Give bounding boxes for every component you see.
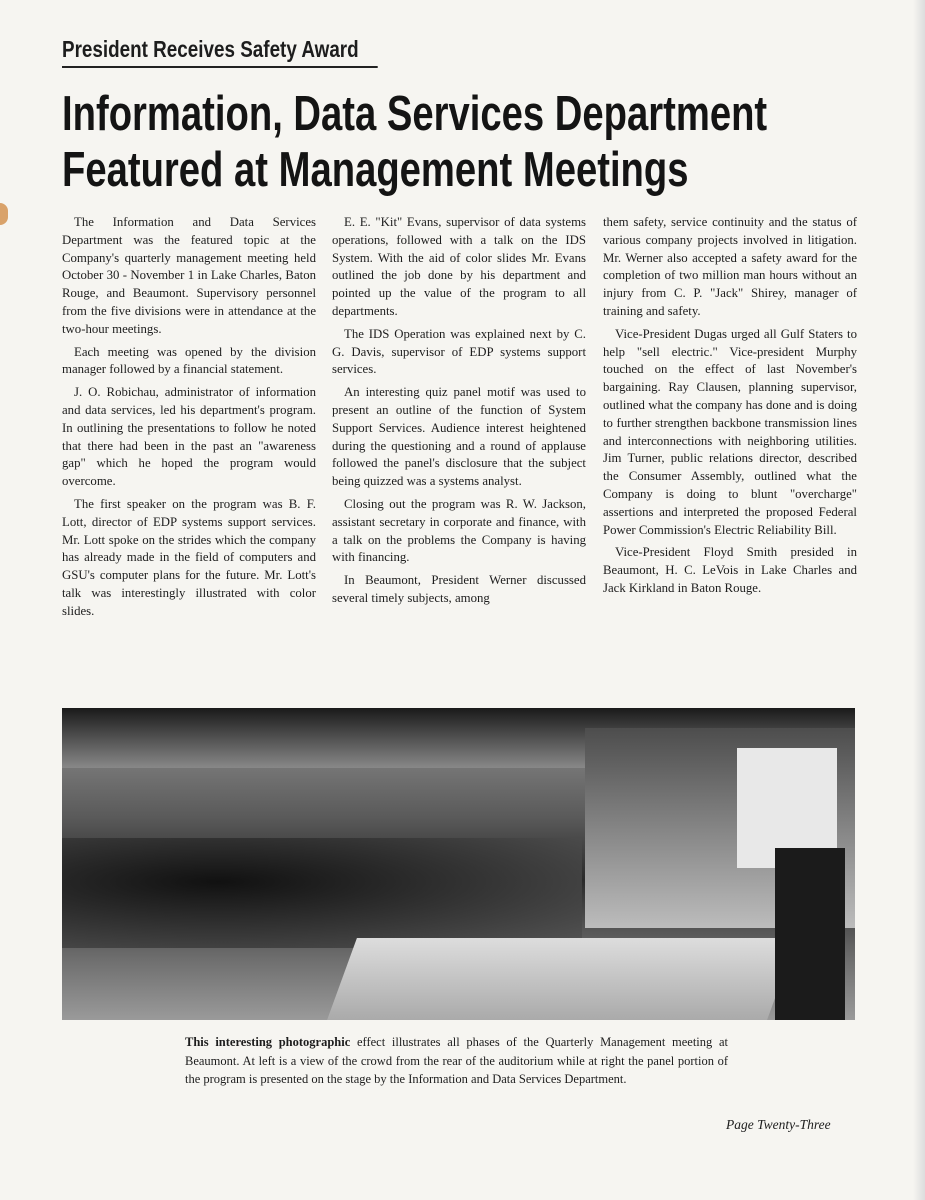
paragraph: Closing out the program was R. W. Jackson, assistant secretary in corporate and finance, with a talk on the problems the Company is having with financing. — [332, 496, 586, 565]
paragraph: Each meeting was opened by the division manager followed by a financial statement. — [62, 344, 316, 377]
paragraph: Vice-President Floyd Smith presided in Beaumont, H. C. LeVois in Lake Charles and Jack Kirkland in Baton Rouge. — [603, 545, 857, 595]
photo-caption — [185, 1033, 728, 1089]
caption-text: effect illustrates all phases of the Quarterly Management meeting at Beaumont. At left is a view of the crowd from the rear of the auditorium while at right the panel portion of the program is presented on the stage by the Information and Data Services Department. — [185, 1035, 729, 1086]
article-title — [62, 86, 767, 198]
paragraph: The first speaker on the program was B. F. Lott, director of EDP systems support services. Mr. Lott spoke on the strides which the company has already made in the field of computers and GSU's computer plans for the future. Mr. Lott's talk was interestingly illustrated with color slides. — [62, 496, 316, 618]
photo-table — [327, 938, 797, 1020]
paragraph: E. E. "Kit" Evans, supervisor of data systems operations, followed with a talk on the IDS System. With the aid of color slides Mr. Evans outlined the job done by his department and pointed up the value of the program to all departments. — [332, 215, 586, 318]
photo-podium — [775, 848, 845, 1020]
paragraph: The Information and Data Services Department was the featured topic at the Company's quarterly management meeting held October 30 - November 1 in Lake Charles, Baton Rouge, and Beaumont. Supervisory personnel from the five divisions were in attendance at the two-hour meetings. — [62, 215, 316, 336]
meeting-photo — [62, 708, 855, 1020]
column-1 — [62, 214, 316, 626]
kicker-headline: President Receives Safety Award — [62, 36, 378, 68]
paragraph: Vice-President Dugas urged all Gulf Staters to help "sell electric." Vice-president Murphy touched on the effect of last November's bargaining. Ray Clausen, planning supervisor, outlined what the company has done and is doing to further strengthen backbone transmission lines and interconnections with neighboring utilities. Jim Turner, public relations director, described the Consumer Assembly, outlined what the Company is doing to blunt "overcharge" assertions and interpreted the proposed Federal Power Commission's Electric Reliability Bill. — [603, 326, 857, 537]
column-3 — [603, 214, 857, 603]
title-line-2: Featured at Management Meetings — [62, 143, 689, 197]
paragraph: The IDS Operation was explained next by C. G. Davis, supervisor of EDP systems support services. — [332, 326, 586, 377]
page-edge — [913, 0, 925, 1200]
paragraph: J. O. Robichau, administrator of information and data services, led his department's program. In outlining the presentations to follow he noted that there had been in the past an "awareness gap" which he hoped the program would overcome. — [62, 385, 316, 489]
column-2 — [332, 214, 586, 613]
caption-lead: This interesting photographic — [185, 1035, 351, 1049]
page-number: Page Twenty-Three — [726, 1117, 831, 1132]
title-line-1: Information, Data Services Department — [62, 87, 768, 141]
paragraph: them safety, service continuity and the status of various company projects involved in litigation. Mr. Werner also accepted a safety award for the completion of two million man hours without an injury from C. P. "Jack" Shirey, manager of training and safety. — [603, 215, 857, 318]
paragraph: In Beaumont, President Werner discussed several timely subjects, among — [332, 573, 586, 605]
paper-stain — [0, 203, 8, 225]
photo-crowd — [62, 838, 582, 948]
paragraph: An interesting quiz panel motif was used to present an outline of the function of System Support Services. Audience interest heightened during the questioning and a round of applause followed the panel's disclosure that the subject being quizzed was a systems analyst. — [332, 385, 586, 489]
